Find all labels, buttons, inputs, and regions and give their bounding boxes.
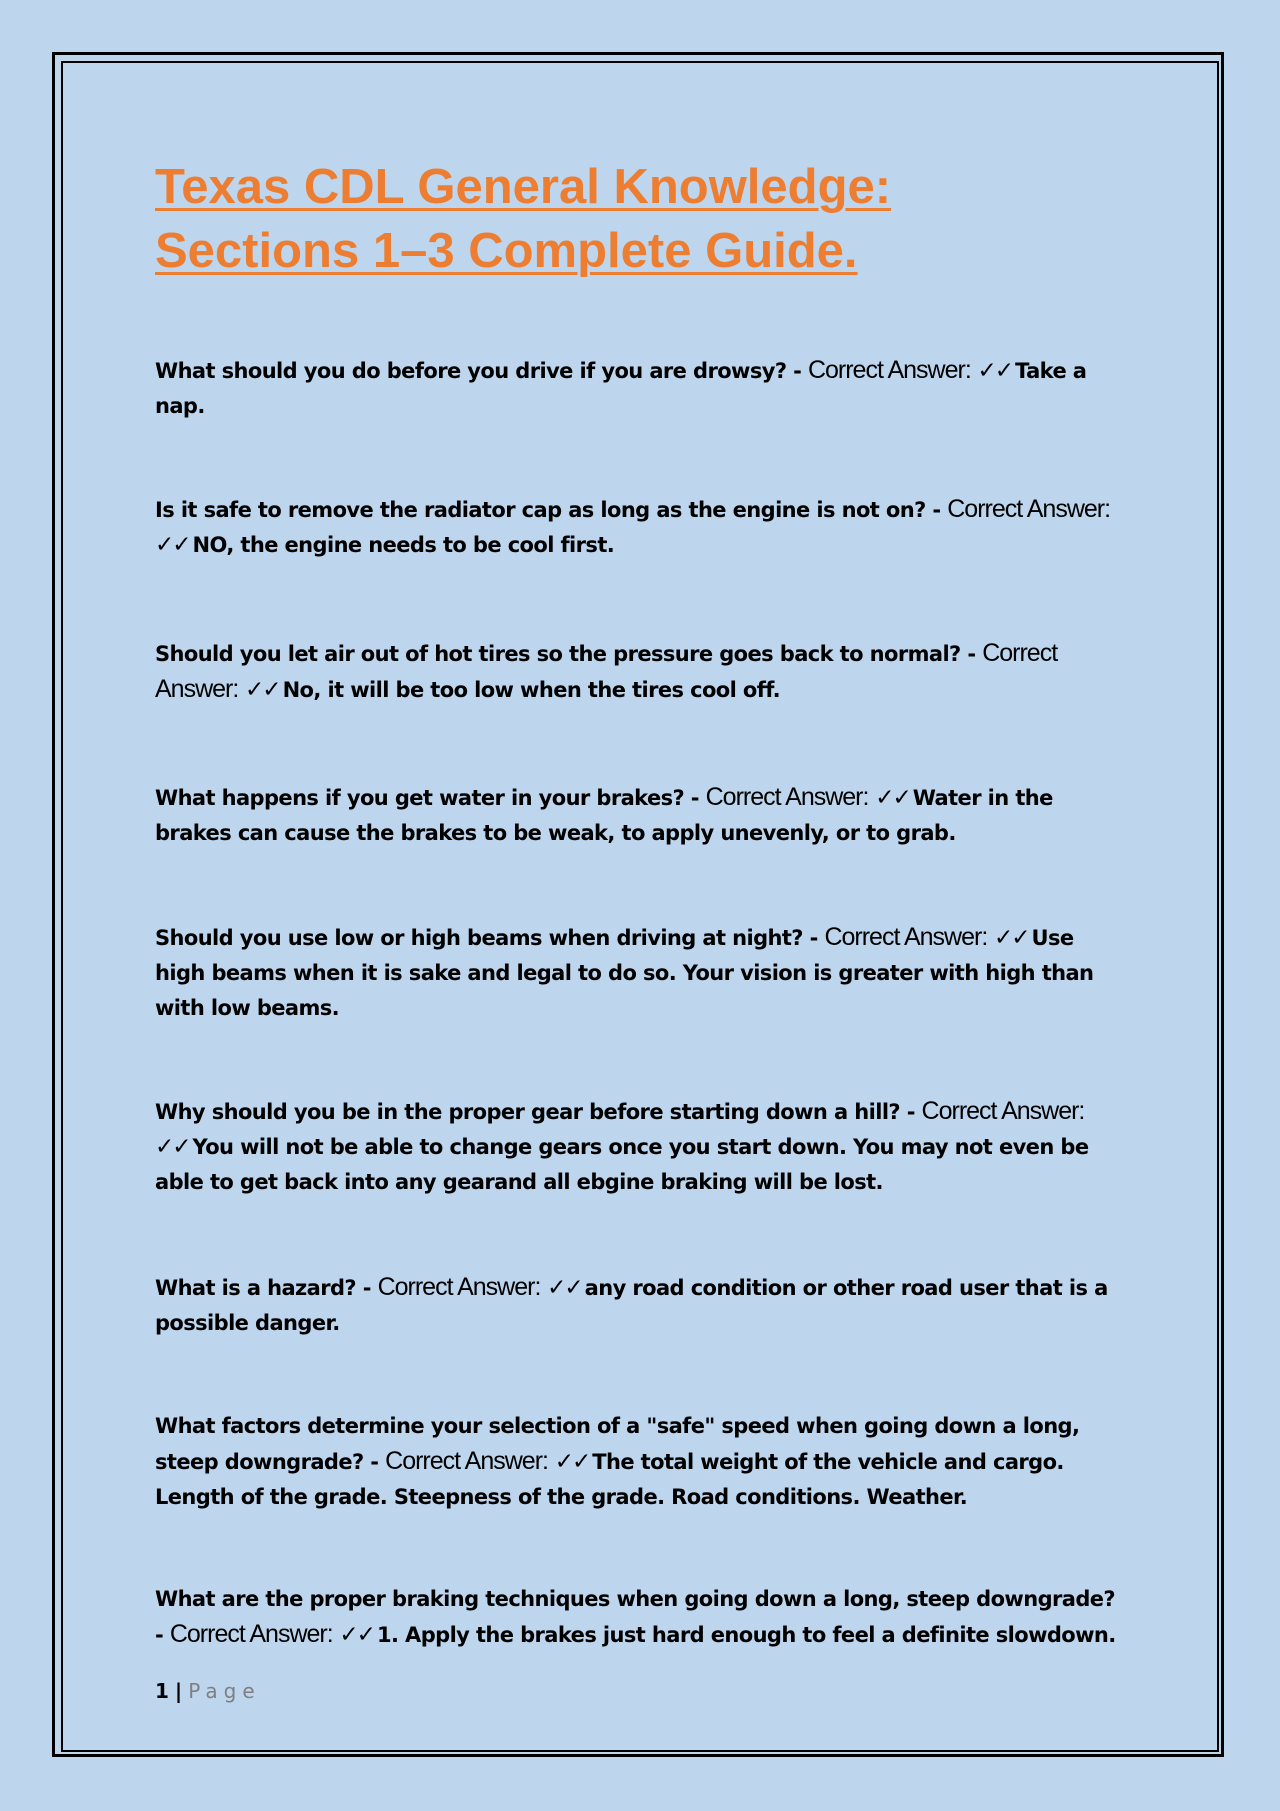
check-mark-icon: ✓✓ <box>977 358 1013 384</box>
check-mark-icon: ✓✓ <box>994 925 1029 951</box>
answer-text: No, it will be too low when the tires cool off. <box>282 678 781 702</box>
answer-label: Correct Answer: <box>155 639 1058 703</box>
question-text: Should you let air out of hot tires so the pressure goes back to normal? - <box>155 642 976 666</box>
answer-text: any road condition or other road user that is a possible danger. <box>155 1276 1108 1335</box>
check-mark-icon: ✓✓ <box>554 1449 590 1475</box>
page-word: Page <box>188 1679 261 1703</box>
check-mark-icon: ✓✓ <box>875 785 910 811</box>
check-mark-icon: ✓✓ <box>155 1134 190 1160</box>
qa-item-3 <box>155 636 1125 708</box>
qa-item-1 <box>155 353 1125 424</box>
answer-label: Correct Answer: <box>807 356 971 384</box>
question-text: Should you use low or high beams when driving at night? - <box>155 926 818 950</box>
check-mark-icon: ✓✓ <box>155 532 190 558</box>
answer-label: Correct Answer: <box>169 1620 333 1648</box>
page-number: 1 <box>155 1679 169 1703</box>
answer-text: NO, the engine needs to be cool first. <box>192 533 615 557</box>
answer-text: You will not be able to change gears once you start down. You may not even be able to get back into any gearand all ebgine braking will be lost. <box>155 1135 1089 1194</box>
page-footer <box>155 1678 261 1704</box>
answer-label: Correct Answer: <box>921 1097 1085 1125</box>
qa-item-6 <box>155 1094 1125 1200</box>
qa-item-9 <box>155 1582 1125 1653</box>
answer-label: Correct Answer: <box>377 1273 541 1301</box>
question-text: What happens if you get water in your brakes? - <box>155 786 699 810</box>
check-mark-icon: ✓✓ <box>339 1622 374 1648</box>
answer-text: Take a nap. <box>155 359 1087 418</box>
question-text: What factors determine your selection of a "safe" speed when going down a long, steep downgrade? - <box>155 1414 1080 1474</box>
title-line-2: Sections 1–3 Complete Guide. <box>155 224 858 278</box>
question-text: Is it safe to remove the radiator cap as long as the engine is not on? - <box>155 498 941 522</box>
title-line-1: Texas CDL General Knowledge: <box>155 160 892 214</box>
footer-separator: | <box>174 1679 183 1703</box>
qa-item-5 <box>155 920 1125 1026</box>
answer-label: Correct Answer: <box>385 1447 548 1475</box>
qa-item-4 <box>155 780 1125 851</box>
question-text: What is a hazard? - <box>155 1276 371 1300</box>
document-title <box>155 155 891 283</box>
check-mark-icon: ✓✓ <box>245 677 280 703</box>
question-text: What are the proper braking techniques when going down a long, steep downgrade? - <box>155 1587 1115 1647</box>
answer-label: Correct Answer: <box>705 783 869 811</box>
qa-item-7 <box>155 1270 1125 1341</box>
answer-label: Correct Answer: <box>947 495 1111 523</box>
answer-label: Correct Answer: <box>824 923 988 951</box>
question-text: Why should you be in the proper gear before starting down a hill? - <box>155 1100 915 1124</box>
check-mark-icon: ✓✓ <box>547 1275 582 1301</box>
answer-text: 1. Apply the brakes just hard enough to feel a definite slowdown. <box>376 1623 1116 1647</box>
qa-item-2 <box>155 492 1125 563</box>
qa-item-8 <box>155 1409 1125 1515</box>
question-text: What should you do before you drive if you are drowsy? - <box>155 359 802 383</box>
answer-text: Water in the brakes can cause the brakes to be weak, to apply unevenly, or to grab. <box>155 786 1053 845</box>
answer-text: The total weight of the vehicle and cargo. Length of the grade. Steepness of the grade. Road conditions. Weather. <box>155 1450 1064 1509</box>
answer-text: Use high beams when it is sake and legal to do so. Your vision is greater with high than with low beams. <box>155 926 1094 1020</box>
